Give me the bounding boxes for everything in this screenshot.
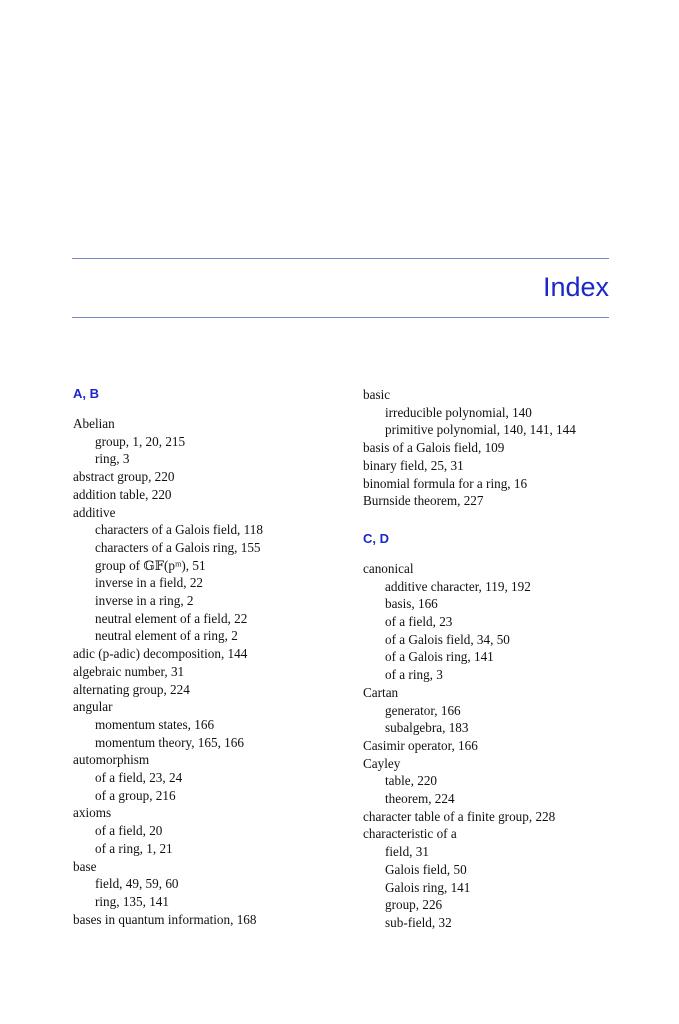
index-entry: bases in quantum information, 168 xyxy=(73,911,257,927)
index-subentry: ring, 135, 141 xyxy=(95,893,169,909)
index-subentry: field, 31 xyxy=(385,844,429,860)
index-subentry: of a group, 216 xyxy=(95,787,176,803)
index-entry: Cayley xyxy=(363,755,401,771)
index-entry: Cartan xyxy=(363,684,399,700)
index-entry: basic xyxy=(363,387,391,402)
index-entry: Burnside theorem, 227 xyxy=(363,493,484,509)
index-entry: Abelian xyxy=(73,416,115,431)
index-subentry: of a ring, 3 xyxy=(385,667,443,683)
index-subentry: characters of a Galois field, 118 xyxy=(95,522,263,538)
index-subentry: Galois field, 50 xyxy=(385,861,467,877)
top-rule xyxy=(72,258,609,259)
index-entry: binomial formula for a ring, 16 xyxy=(363,475,528,491)
index-subentry: irreducible polynomial, 140 xyxy=(385,404,532,420)
index-subentry: of a ring, 1, 21 xyxy=(95,840,173,856)
right-column xyxy=(363,386,653,932)
index-subentry: of a field, 20 xyxy=(95,823,163,839)
index-subentry: group, 226 xyxy=(385,897,443,913)
index-subentry: generator, 166 xyxy=(385,702,461,718)
index-entry: adic (p-adic) decomposition, 144 xyxy=(73,646,248,662)
index-entry: Casimir operator, 166 xyxy=(363,737,478,753)
index-subentry: inverse in a ring, 2 xyxy=(95,593,194,609)
index-subentry: neutral element of a field, 22 xyxy=(95,610,248,626)
index-entry: axioms xyxy=(73,805,112,821)
page-title: Index xyxy=(542,272,609,302)
index-entry: base xyxy=(73,858,97,874)
index-subentry: field, 49, 59, 60 xyxy=(95,876,179,892)
index-subentry: of a Galois field, 34, 50 xyxy=(385,631,510,647)
index-subentry: table, 220 xyxy=(385,773,438,789)
index-subentry: group of 𝔾𝔽(pᵐ), 51 xyxy=(95,557,206,573)
right-entry-list-top xyxy=(363,386,653,510)
left-column xyxy=(73,385,343,928)
index-subentry: characters of a Galois ring, 155 xyxy=(95,539,261,555)
bottom-rule xyxy=(72,317,609,318)
index-subentry: primitive polynomial, 140, 141, 144 xyxy=(385,422,576,438)
index-subentry: inverse in a field, 22 xyxy=(95,575,204,591)
index-subentry: momentum theory, 165, 166 xyxy=(95,734,244,750)
index-subentry: ring, 3 xyxy=(95,451,130,467)
index-subentry: of a Galois ring, 141 xyxy=(385,649,494,665)
index-entry: alternating group, 224 xyxy=(73,681,190,697)
index-subentry: group, 1, 20, 215 xyxy=(95,433,186,449)
left-entry-list xyxy=(73,415,343,928)
right-entry-list xyxy=(363,560,653,932)
index-entry: binary field, 25, 31 xyxy=(363,457,464,473)
index-subentry: subalgebra, 183 xyxy=(385,720,469,736)
index-entry: basis of a Galois field, 109 xyxy=(363,440,505,456)
index-subentry: of a field, 23 xyxy=(385,614,453,630)
index-subentry: sub-field, 32 xyxy=(385,914,452,930)
index-entry: additive xyxy=(73,504,116,520)
index-entry: addition table, 220 xyxy=(73,486,172,502)
index-subentry: momentum states, 166 xyxy=(95,716,215,732)
index-entry: canonical xyxy=(363,560,414,576)
index-entry: character table of a finite group, 228 xyxy=(363,808,556,824)
index-subentry: additive character, 119, 192 xyxy=(385,578,531,594)
index-subentry: of a field, 23, 24 xyxy=(95,770,183,786)
section-heading-c-d: C, D xyxy=(363,530,389,546)
index-entry: algebraic number, 31 xyxy=(73,663,185,679)
index-subentry: theorem, 224 xyxy=(385,791,455,807)
index-subentry: Galois ring, 141 xyxy=(385,879,471,895)
section-heading-a-b: A, B xyxy=(73,386,99,401)
index-subentry: basis, 166 xyxy=(385,596,438,612)
index-entry: automorphism xyxy=(73,752,150,768)
index-subentry: neutral element of a ring, 2 xyxy=(95,628,238,644)
index-entry: angular xyxy=(73,699,113,715)
index-entry: characteristic of a xyxy=(363,826,457,842)
index-entry: abstract group, 220 xyxy=(73,469,175,485)
